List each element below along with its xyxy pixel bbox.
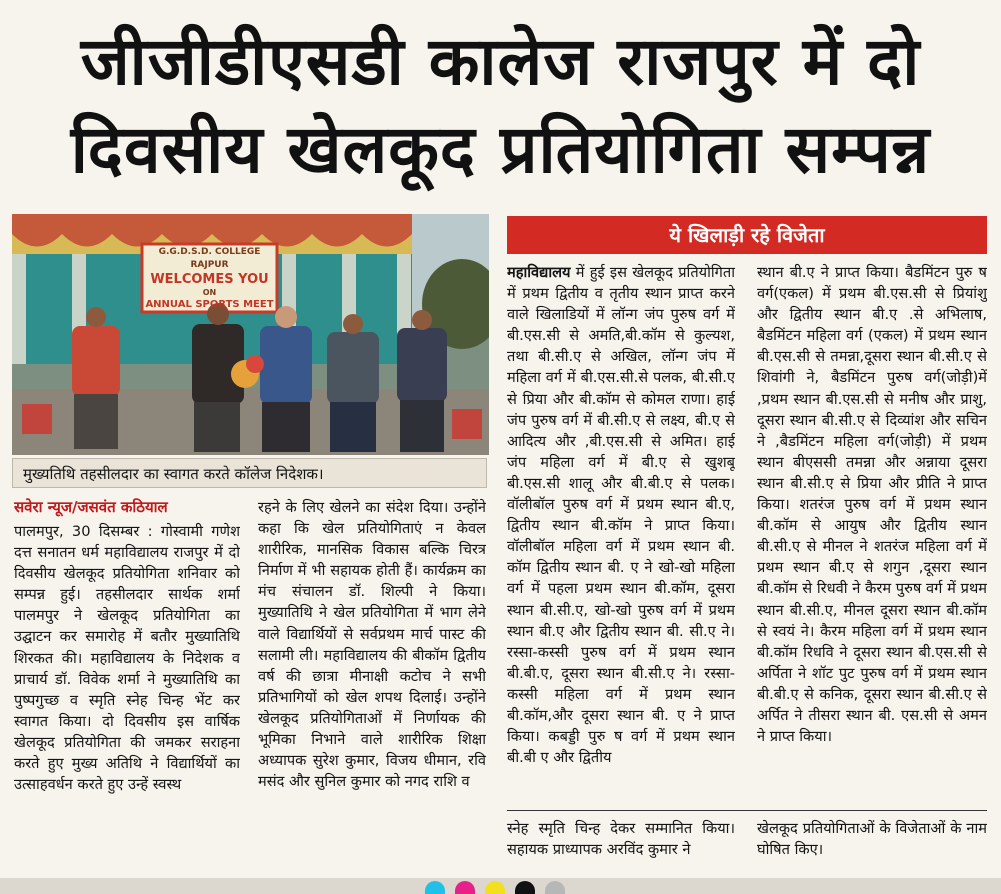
banner-event: ANNUAL SPORTS MEET (145, 299, 274, 310)
headline-line-2: दिवसीय खेलकूद प्रतियोगिता सम्पन्न (70, 111, 931, 188)
grey-registration-mark (545, 881, 565, 894)
article-text-col2: रहने के लिए खेलने का संदेश दिया। उन्होंने कहा कि खेल प्रतियोगिताएं न केवल शारीरिक, मानसिक विकास बल्कि चिरत्र निर्माण में भी सहायक होती हैं। कार्यक्रम का मंच संचालन डॉ. शिल्पी ने किया। मुख्यातिथि ने खेल प्रतियोगिता में भाग लेने वाले विद्यार्थियों से सर्वप्रथम मार्च पास्ट की सलामी ली। महाविद्यालय की बीकॉम द्वितीय वर्ष की छात्रा मीनाक्षी कटोच ने सभी प्रतिभागियों को खेल शपथ दिलाई। उन्होंने खेलकूद प्रतियोगिताओं में निर्णायक की भूमिका निभाने वाले शारीरिक शिक्षा अध्यापक सुरेश कुमार, विजय धीमान, रवि मसंद और सुनिल कुमार को नगद राशि व (258, 499, 486, 791)
article-column-2 (258, 497, 486, 873)
cyan-registration-mark (425, 881, 445, 894)
event-photo (12, 214, 489, 455)
footer-text-col4: खेलकूद प्रतियोगिताओं के विजेताओं के नाम घोषित किए। (757, 820, 987, 859)
column-3-lead: महाविद्यालय (507, 264, 571, 281)
section-divider (507, 810, 987, 811)
winners-heading: ये खिलाड़ी रहे विजेता (507, 216, 987, 254)
black-registration-mark (515, 881, 535, 894)
byline: सवेरा न्यूज/जसवंत कठियाल (14, 498, 168, 516)
yellow-registration-mark (485, 881, 505, 894)
magenta-registration-mark (455, 881, 475, 894)
banner-college-name: G.G.D.S.D. COLLEGE (158, 247, 261, 257)
footer-column-3 (507, 818, 735, 874)
footer-column-4 (757, 818, 987, 874)
banner-location: RAJPUR (190, 260, 229, 270)
article-text-col1: पालमपुर, 30 दिसम्बर : गोस्वामी गणेश दत्त सनातन धर्म महाविद्यालय राजपुर में दो दिवसीय खेलकूद प्रतियोगिता शनिवार को सम्पन्न हुई। तहसीलदार सार्थक शर्मा पालमपुर ने खेलकूद प्रतियोगिता का उद्घाटन कर समारोह में बतौर मुख्यातिथि शिरकत की। महाविद्यालय के निदेशक व प्राचार्य डॉ. विवेक शर्मा ने मुख्यातिथि का पुष्पगुच्छ व स्मृति स्नेह चिन्ह भेंट कर स्वागत किया। दो दिवसीय इस वार्षिक खेलकूद प्रतियोगिता की जमकर सराहना करते हुए मुख्य अतिथि ने विद्यार्थियों का उत्साहवर्धन करते हुए उन्हें स्वस्थ (14, 523, 240, 794)
headline-line-1: जीजीडीएसडी कालेज राजपुर में दो (80, 23, 921, 100)
photo-caption: मुख्यतिथि तहसीलदार का स्वागत करते कॉलेज निदेशक। (12, 458, 487, 488)
article-column-4 (757, 262, 987, 802)
banner-on: ON (202, 288, 217, 297)
article-text-col3: में हुई इस खेलकूद प्रतियोगिता में प्रथम द्वितीय व तृतीय स्थान प्राप्त करने वाले खिलाडियों में लॉन्ग जंप पुरुष वर्ग में बी.एस.सी से अमति,बी.कॉम से कुल्यश, तथा बी.सी.ए से अखिल, लॉन्ग जंप में महिला वर्ग में बी.एस.सी.से पलक, बी.सी.ए से प्रिया और बी.कॉम से कोमल राणा। हाई जंप पुरुष वर्ग में बी.सी.ए से लक्ष्य, बी.ए से आदित्य और ,बी.एस.सी से अमित। हाई जंप महिला वर्ग में बी.ए से खुशबू बी.एस.सी शालू और बी.बी.ए से पलक। वॉलीबॉल पुरुष वर्ग में प्रथम स्थान बी.ए, द्वितीय स्थान बी.कॉम ने प्राप्त किया। वॉलीबॉल महिला वर्ग में प्रथम स्थान बी. कॉम द्वितीय स्थान बी. ए ने खो-खो महिला वर्ग में पहला प्रथम स्थान बी.कॉम, दूसरा स्थान बी.सी.ए, खो-खो पुरुष वर्ग में प्रथम स्थान बी.ए और द्वितीय स्थान बी. सी.ए ने। रस्सा-कस्सी पुरुष वर्ग में प्रथम स्थान बी.बी.ए, दूसरा स्थान बी.सी.ए ने। रस्सा-कस्सी महिला वर्ग में प्रथम स्थान बी.कॉम,और दूसरा स्थान बी. ए ने प्राप्त किया। कबड्डी पुरु ष वर्ग में प्रथम स्थान बी.बी ए और द्वितीय (507, 264, 735, 767)
article-column-1 (14, 497, 240, 873)
article-column-3 (507, 262, 735, 802)
banner-welcome: WELCOMES YOU (150, 272, 269, 287)
footer-text-col3: स्नेह स्मृति चिन्ह देकर सम्मानित किया। सहायक प्राध्यापक अरविंद कुमार ने (507, 820, 735, 859)
article-text-col4: स्थान बी.ए ने प्राप्त किया। बैडमिंटन पुरु ष वर्ग(एकल) में प्रथम बी.एस.सी से प्रियांशु और द्वितीय स्थान बी.ए .से अभिलाष, बैडमिंटन महिला वर्ग (एकल) में प्रथम स्थान बी.एस.सी से तमन्ना,दूसरा स्थान बी.सी.ए से शिवांगी ने, बैडमिंटन पुरुष वर्ग(जोड़ी)में ,प्रथम स्थान बी.एस.सी से मनीष और प्राशु, दूसरा स्थान बी.सी.ए से दिव्यांश और सचिन ने ,बैडमिंटन महिला वर्ग(जोड़ी) में प्रथम स्थान बीएससी तमन्ना और अन्नाया दूसरा स्थान बी.सी.ए से प्रिया और प्रीति ने प्राप्त किया। शतरंज पुरुष वर्ग में प्रथम स्थान बी.कॉम से आयुष और द्वितीय स्थान बी.सी.ए से मीनल ने शतरंज महिला वर्ग में प्रथम स्थान बी.ए से शगुन ,दूसरा स्थान बी.कॉम से रिधवी ने कैरम पुरुष वर्ग में प्रथम स्थान बी.सी.ए, मीनल दूसरा स्थान बी.कॉम से स्वयं ने। कैरम महिला वर्ग में प्रथम स्थान बी.कॉम रिधवि ने दूसरा स्थान बी.एस.सी से अर्पिता ने शॉट पुट पुरुष वर्ग में प्रथम स्थान बी.बी.ए से कनिक, दूसरा स्थान बी.सी.ए से अर्पित ने तीसरा स्थान बी. एस.सी से अमन ने प्राप्त किया। (757, 264, 987, 746)
